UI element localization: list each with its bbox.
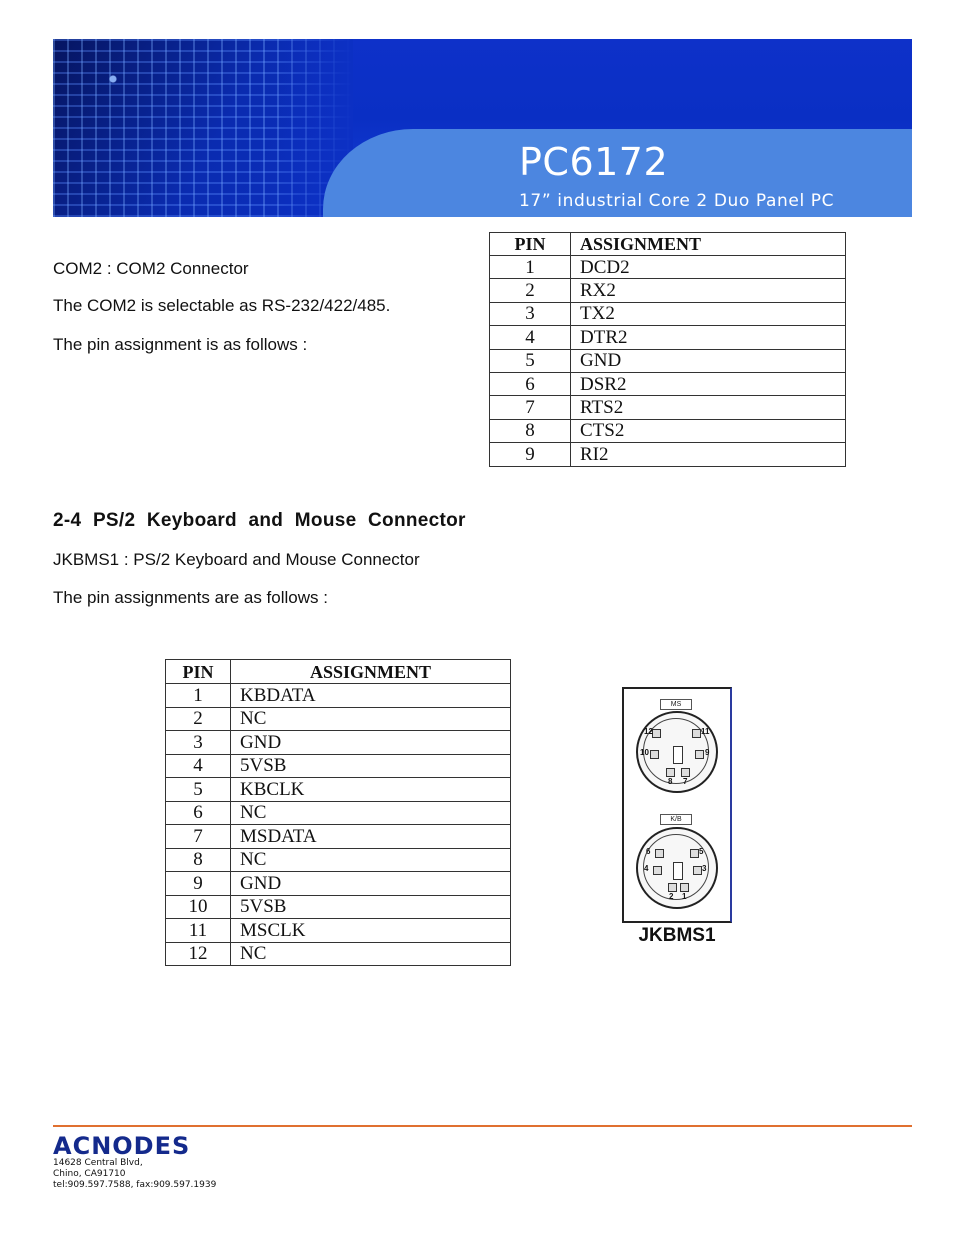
assignment-cell: NC	[231, 848, 511, 872]
pin-number: 3	[702, 864, 707, 873]
table-row	[490, 349, 846, 372]
assignment-cell: 5VSB	[231, 754, 511, 778]
table-row	[490, 279, 846, 302]
keyboard-port	[636, 827, 718, 909]
table-row	[490, 326, 846, 349]
pin-number-cell: 8	[166, 848, 231, 872]
table-row	[166, 778, 511, 802]
pin-number-cell: 2	[490, 279, 571, 302]
pin-number-cell: 1	[166, 684, 231, 708]
assignment-header: ASSIGNMENT	[571, 233, 846, 256]
pin-number: 6	[646, 847, 651, 856]
table-row	[490, 302, 846, 325]
mouse-port-tag: MS	[660, 699, 692, 710]
product-model: PC6172	[519, 140, 669, 184]
ps2-pin-table	[165, 659, 511, 966]
pin-number: 7	[683, 777, 688, 786]
table-row	[490, 256, 846, 279]
ps2-intro: The pin assignments are as follows :	[53, 588, 328, 607]
assignment-header: ASSIGNMENT	[231, 660, 511, 684]
assignment-cell: NC	[231, 801, 511, 825]
pin-header: PIN	[490, 233, 571, 256]
pin-number-cell: 5	[166, 778, 231, 802]
com2-description: The COM2 is selectable as RS-232/422/485.	[53, 296, 391, 315]
table-row	[166, 895, 511, 919]
pin-number-cell: 6	[490, 372, 571, 395]
pin-number-cell: 11	[166, 919, 231, 943]
address-line-1: 14628 Central Blvd,	[53, 1158, 143, 1168]
pin-number-cell: 2	[166, 707, 231, 731]
pin-number-cell: 7	[166, 825, 231, 849]
pin-number: 9	[705, 748, 710, 757]
assignment-cell: GND	[571, 349, 846, 372]
keyboard-port-tag: K/B	[660, 814, 692, 825]
ps2-connector-diagram	[622, 687, 732, 923]
pin-number-cell: 1	[490, 256, 571, 279]
assignment-cell: NC	[231, 942, 511, 966]
com2-intro: The pin assignment is as follows :	[53, 335, 308, 354]
table-row	[166, 919, 511, 943]
assignment-cell: KBCLK	[231, 778, 511, 802]
assignment-cell: RI2	[571, 443, 846, 466]
assignment-cell: RTS2	[571, 396, 846, 419]
address-line-2: Chino, CA91710	[53, 1169, 126, 1179]
pin-header: PIN	[166, 660, 231, 684]
assignment-cell: GND	[231, 872, 511, 896]
pin-number: 12	[644, 727, 653, 736]
assignment-cell: 5VSB	[231, 895, 511, 919]
pin-number-cell: 10	[166, 895, 231, 919]
com2-title: COM2 : COM2 Connector	[53, 259, 249, 278]
table-row	[166, 731, 511, 755]
table-row	[166, 684, 511, 708]
company-logo: ACNODES	[53, 1132, 191, 1160]
pin-number: 8	[668, 777, 673, 786]
assignment-cell: RX2	[571, 279, 846, 302]
assignment-cell: DSR2	[571, 372, 846, 395]
table-row	[490, 396, 846, 419]
footer-divider	[53, 1125, 912, 1127]
assignment-cell: MSDATA	[231, 825, 511, 849]
table-row	[166, 707, 511, 731]
product-subtitle: 17” industrial Core 2 Duo Panel PC	[519, 191, 835, 211]
table-row	[490, 372, 846, 395]
table-row	[166, 942, 511, 966]
pin-number-cell: 8	[490, 419, 571, 442]
table-row	[490, 443, 846, 466]
assignment-cell: TX2	[571, 302, 846, 325]
table-row	[166, 848, 511, 872]
table-row	[166, 825, 511, 849]
ps2-title: JKBMS1 : PS/2 Keyboard and Mouse Connector	[53, 550, 420, 569]
pin-number-cell: 3	[166, 731, 231, 755]
pin-number: 11	[701, 727, 710, 736]
pin-number-cell: 9	[166, 872, 231, 896]
assignment-cell: MSCLK	[231, 919, 511, 943]
assignment-cell: GND	[231, 731, 511, 755]
header-banner	[53, 39, 912, 217]
pin-number-cell: 3	[490, 302, 571, 325]
assignment-cell: KBDATA	[231, 684, 511, 708]
pin-number: 4	[644, 864, 649, 873]
com2-pin-table	[489, 232, 846, 467]
pin-number-cell: 4	[490, 326, 571, 349]
table-row	[490, 419, 846, 442]
assignment-cell: NC	[231, 707, 511, 731]
circuit-board-image	[53, 39, 353, 217]
section-heading: 2-4 PS/2 Keyboard and Mouse Connector	[53, 510, 466, 531]
mouse-port	[636, 711, 718, 793]
assignment-cell: CTS2	[571, 419, 846, 442]
assignment-cell: DTR2	[571, 326, 846, 349]
pin-number-cell: 5	[490, 349, 571, 372]
table-row	[166, 872, 511, 896]
figure-label: JKBMS1	[638, 925, 716, 946]
table-row	[166, 801, 511, 825]
pin-number-cell: 12	[166, 942, 231, 966]
pin-number-cell: 6	[166, 801, 231, 825]
pin-number: 5	[699, 847, 704, 856]
pin-number: 10	[640, 748, 649, 757]
pin-number: 1	[682, 892, 687, 901]
pin-number-cell: 4	[166, 754, 231, 778]
pin-number-cell: 7	[490, 396, 571, 419]
table-row	[166, 754, 511, 778]
assignment-cell: DCD2	[571, 256, 846, 279]
pin-number: 2	[669, 892, 674, 901]
contact-info: tel:909.597.7588, fax:909.597.1939	[53, 1180, 217, 1190]
pin-number-cell: 9	[490, 443, 571, 466]
